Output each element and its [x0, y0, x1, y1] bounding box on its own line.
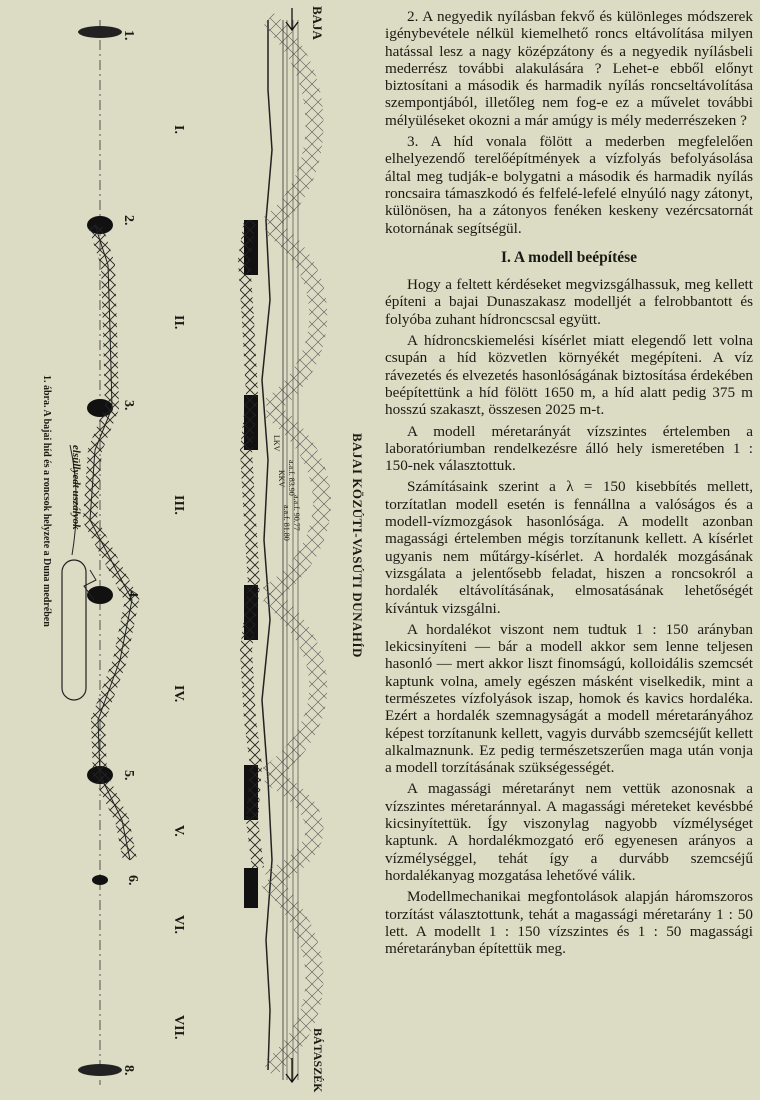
top-place-label: BAJA — [310, 6, 325, 40]
span-numeral-4: IV. — [171, 685, 186, 703]
wreck-truss-plan — [90, 225, 132, 860]
paragraph-horizontal-scale: A modell méretarányát vízszintes értelemben a laboratóriumban rendelkezésre álló hely ismeretében 1 : 150-nek választottuk. — [385, 422, 753, 475]
pier-1 — [78, 26, 122, 38]
pier-number-6: 6. — [125, 875, 140, 886]
pier-number-3: 3. — [121, 400, 136, 411]
bottom-place-label: BÁTASZÉK — [311, 1028, 325, 1093]
paragraph-final-scale: Modellmechanikai megfontolások alapján háromszoros torzítást választottunk, tehát a magassági méretarány 1 : 50 lett. A modellt 1 : 150 vízszintes és 1 : 50 magassági méretarányban építettük meg. — [385, 888, 753, 958]
paragraph-question-2: 2. A negyedik nyílásban fekvő és különleges módszerek igénybevétele nélkül kiemelhető roncs eltávolítása milyen hatással lesz a nagy középzátony és a negyedik nyílásbeli mederrész további alakulására ? Lehet-e ebből előnyt biztosítani a második és harmadik nyílás roncseltávolítása szempontjából, illetőleg nem fog-e ez a művelet további mélyüléseket okozni a már amúgy is mély mederrészeken ? — [385, 8, 753, 129]
section-heading: I. A modell beépítése — [500, 248, 638, 266]
bridge-drawing — [0, 0, 368, 1100]
channel-label: elsüllyedt uszályok — [70, 445, 82, 530]
span-numeral-7: VII. — [171, 1015, 186, 1040]
span-numeral-1: I. — [171, 125, 186, 134]
bridge-figure — [0, 0, 368, 1100]
pier-number-8: 8. — [121, 1065, 136, 1076]
pier-7 — [78, 1064, 122, 1076]
river-bed-profile — [262, 20, 272, 1070]
water-level-label-4: a.a.f. 83.90 — [287, 460, 296, 496]
pier-number-2: 2. — [121, 215, 136, 226]
figure-caption: 1. ábra. A bajai híd és a roncsok helyzete a Duna medrében — [41, 375, 52, 627]
water-level-label-3: a.a.f. 81.80 — [282, 505, 291, 541]
arch-span-6 — [268, 880, 315, 1070]
bridge-title: BAJAI KÖZÚTI-VASÚTI DUNAHÍD — [350, 433, 365, 658]
paragraph-model-extent: A hídroncskiemelési kísérlet miatt elegendő lett volna csupán a híd közvetlen környékét megépíteni. A víz rávezetés és elvezetés hasonlóságának biztosítása érdekében beépítettünk a híd fölött 1650 m, a híd alatt pedig 375 m hosszú szakaszt, összesen 2025 m-t. — [385, 332, 753, 419]
paragraph-distortion: Számításaink szerint a λ = 150 kisebbítés mellett, torzítatlan modell esetén is fennállna a valóságos és a modell-vízmozgások hasonlósága. A modellt azonban magassági értelemben mégis torzítanunk kellett. A kísérlet ugyanis nem műtárgy-kísérlet. A hordalék mozgásának vizsgálata a jelentősebb feladat, hiszen a roncsokról a hordalék eltávolításának, elmosatásának lehetőségét kívántuk vizsgálni. — [385, 478, 753, 617]
pier-6 — [92, 875, 108, 885]
span-numeral-6: VI. — [171, 915, 186, 935]
pier-number-1: 1. — [121, 30, 136, 41]
water-level-label-5: a.a.f. 90.77 — [292, 495, 301, 531]
paragraph-sediment: A hordalékot viszont nem tudtuk 1 : 150 arányban lekicsinyíteni — bár a modell akkor sem lenne teljesen hasonló — mert akkor liszt finomságú, kolloidális szemcsét kaptunk volna, amely egészen másként viselkedik, mint a természetes vízfolyások iszap, homok és kavics hordaléka. Ezért a hordalék szemnagyságát a modell méretarányához képest torzítanunk kellett, vagyis durvább szemcséjűt kellett alkalmaznunk. Ez pedig természetszerűen maga után vonja a modell torzításának szükségességét. — [385, 620, 753, 777]
article-text-column — [385, 8, 753, 961]
paragraph-question-3: 3. A híd vonala fölött a mederben megfelelően elhelyezendő terelőépítmények a vízfolyás befolyásolása által meg tudják-e bolygatni a második és harmadik nyílás roncsaira támaszkodó és felfelé-lefelé elnyúló nagy zátonyt, különösen, ha a zátonyos fenéken keskeny vezércsatornát kotornának segítségül. — [385, 133, 753, 237]
paragraph-model-intro: Hogy a feltett kérdéseket megvizsgálhassuk, meg kellett építeni a bajai Dunaszakasz modelljét a felrobbantott és folyóba zuhant hídroncscsal együtt. — [385, 276, 753, 328]
arch-span-1 — [268, 20, 315, 225]
pier-number-4: 4. — [125, 590, 140, 601]
sunken-barge-1 — [62, 560, 86, 700]
pier-number-5: 5. — [121, 770, 136, 781]
span-numeral-5: V. — [171, 825, 186, 837]
paragraph-vertical-scale: A magassági méretarányt nem vettük azonosnak a vízszintes méretaránnyal. A magassági méreteket kevésbbé kicsinyítettük. Így viszonylag nagyobb vízmélységet kaptunk. A hordalékmozgató erő egyenesen arányos a vízmélységgel, tehát így a durvább szemcséjű hordalékanyag mozgatása lehetővé válik. — [385, 780, 753, 884]
water-level-label-1: LKV — [272, 435, 281, 452]
span-numeral-2: II. — [171, 315, 186, 330]
arch-span-5 — [268, 775, 315, 880]
span-numeral-3: III. — [171, 495, 186, 515]
water-level-label-2: KKV — [277, 470, 286, 488]
